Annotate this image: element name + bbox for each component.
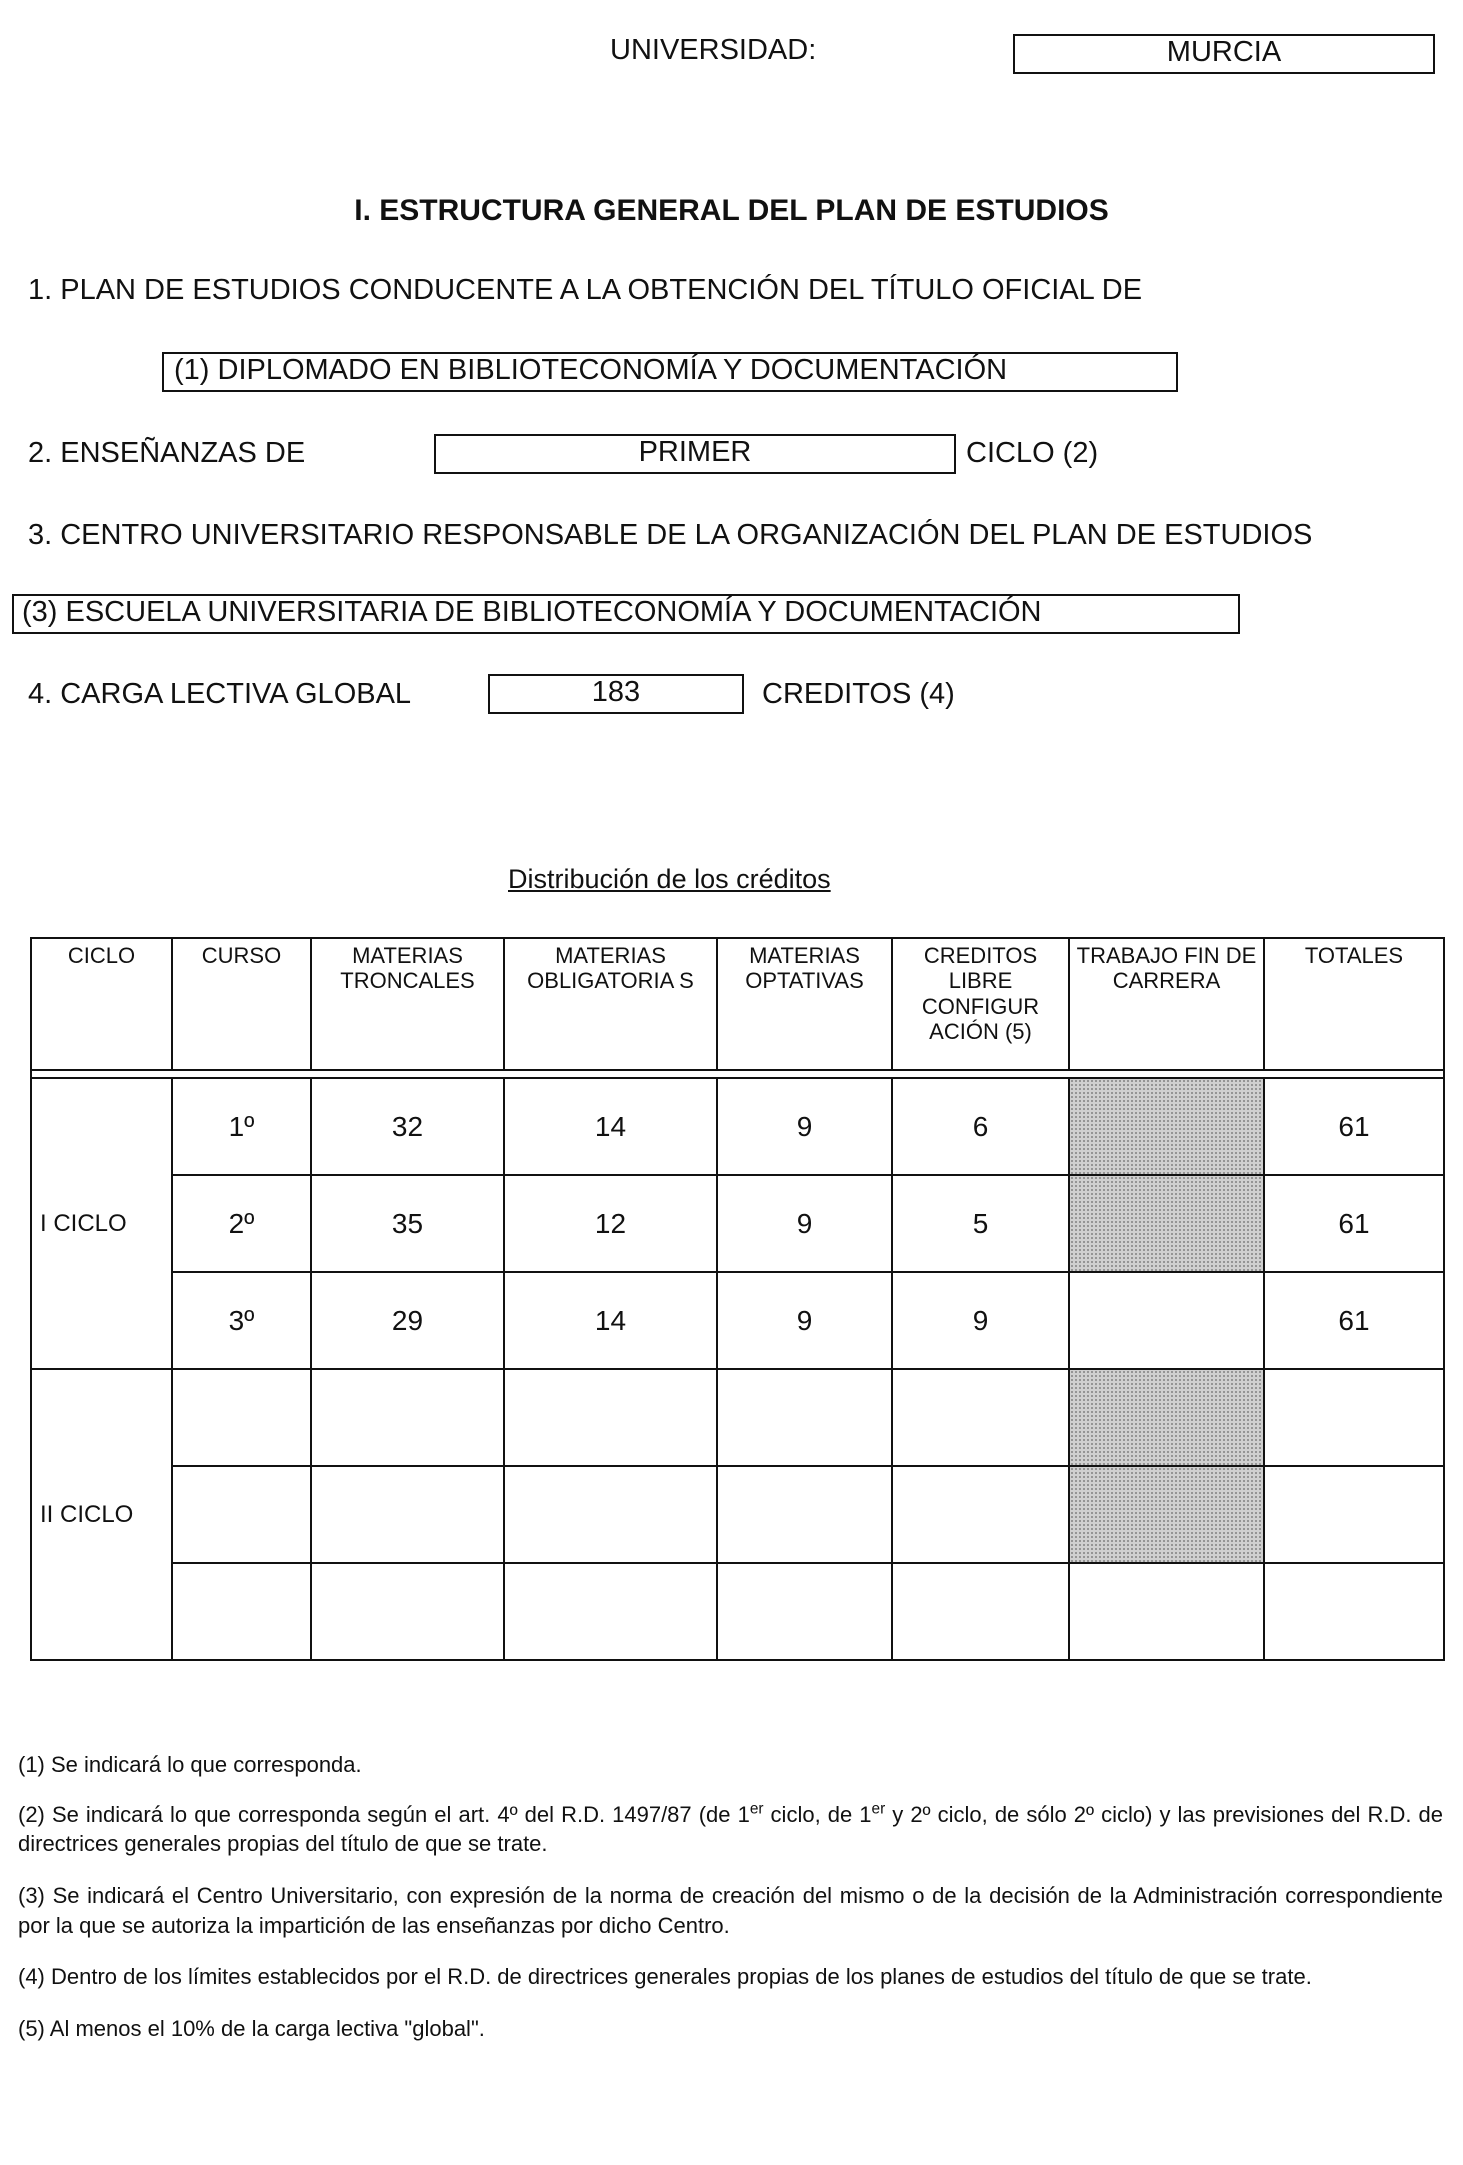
cell-trabajo-shaded: [1069, 1078, 1264, 1175]
header-ciclo: CICLO: [31, 938, 172, 1070]
cell-empty: [311, 1466, 504, 1563]
header-obligatorias: MATERIAS OBLIGATORIA S: [504, 938, 717, 1070]
table-row: [31, 1272, 1444, 1369]
cell-libre: 9: [892, 1272, 1069, 1369]
item4-suffix: CREDITOS (4): [762, 678, 955, 710]
table-spacer-cell: [31, 1070, 1444, 1078]
cell-empty: [1264, 1369, 1444, 1466]
header-libre-configuracion: CREDITOS LIBRE CONFIGUR ACIÓN (5): [892, 938, 1069, 1070]
item1-value-box: (1) DIPLOMADO EN BIBLIOTECONOMÍA Y DOCUMENTACIÓN: [162, 352, 1178, 392]
cell-curso: 2º: [172, 1175, 311, 1272]
cell-obligatorias: 14: [504, 1272, 717, 1369]
footnote-5: (5) Al menos el 10% de la carga lectiva "global".: [18, 2016, 485, 2042]
header-troncales: MATERIAS TRONCALES: [311, 938, 504, 1070]
cell-troncales: 32: [311, 1078, 504, 1175]
footnotes: [18, 1750, 1443, 2044]
item3-value-box: (3) ESCUELA UNIVERSITARIA DE BIBLIOTECONOMÍA Y DOCUMENTACIÓN: [12, 594, 1240, 634]
cell-optativas: 9: [717, 1175, 892, 1272]
cell-totales: 61: [1264, 1272, 1444, 1369]
item1-label: 1. PLAN DE ESTUDIOS CONDUCENTE A LA OBTENCIÓN DEL TÍTULO OFICIAL DE: [28, 274, 1143, 306]
cell-curso: 3º: [172, 1272, 311, 1369]
cell-curso: 1º: [172, 1078, 311, 1175]
universidad-value-box: MURCIA: [1013, 34, 1435, 74]
cell-empty: [311, 1563, 504, 1660]
footnote-2-sup-2: er: [871, 1800, 886, 1818]
cell-empty: [892, 1563, 1069, 1660]
item2-suffix: CICLO (2): [966, 437, 1099, 469]
cell-empty: [892, 1466, 1069, 1563]
universidad-label: UNIVERSIDAD:: [610, 34, 817, 66]
cell-libre: 6: [892, 1078, 1069, 1175]
cell-empty: [172, 1466, 311, 1563]
cell-totales: 61: [1264, 1078, 1444, 1175]
cell-empty: [717, 1369, 892, 1466]
cell-empty: [504, 1563, 717, 1660]
cell-optativas: 9: [717, 1272, 892, 1369]
cell-totales: 61: [1264, 1175, 1444, 1272]
cell-libre: 5: [892, 1175, 1069, 1272]
item3-label: 3. CENTRO UNIVERSITARIO RESPONSABLE DE LA ORGANIZACIÓN DEL PLAN DE ESTUDIOS: [28, 519, 1313, 551]
cell-empty: [1264, 1563, 1444, 1660]
table-row: [31, 1369, 1444, 1466]
cell-optativas: 9: [717, 1078, 892, 1175]
footnote-1: (1) Se indicará lo que corresponda.: [18, 1752, 362, 1777]
cell-empty: [1069, 1563, 1264, 1660]
footnote-3: (3) Se indicará el Centro Universitario, con expresión de la norma de creación del mismo o de la decisión de la Administración correspondiente por la que se autoriza la impartición de las enseñanzas por dicho Centro.: [18, 1883, 1443, 1938]
cell-empty: [311, 1369, 504, 1466]
cell-trabajo-shaded: [1069, 1175, 1264, 1272]
header-curso: CURSO: [172, 938, 311, 1070]
cell-empty: [717, 1563, 892, 1660]
cell-trabajo-shaded: [1069, 1369, 1264, 1466]
ciclo-i-cell: I CICLO: [31, 1078, 172, 1369]
table-row: [31, 1563, 1444, 1660]
cell-empty: [504, 1466, 717, 1563]
cell-trabajo-shaded: [1069, 1466, 1264, 1563]
cell-trabajo: [1069, 1272, 1264, 1369]
item2-value-box: PRIMER: [434, 434, 956, 474]
cell-empty: [717, 1466, 892, 1563]
footnote-2-part-b: ciclo, de 1: [763, 1801, 872, 1827]
cell-empty: [1264, 1466, 1444, 1563]
cell-troncales: 29: [311, 1272, 504, 1369]
credits-table: [30, 937, 1445, 1661]
ciclo-ii-cell: II CICLO: [31, 1369, 172, 1660]
cell-obligatorias: 12: [504, 1175, 717, 1272]
table-caption: Distribución de los créditos: [508, 864, 831, 894]
item4-value-box: 183: [488, 674, 744, 714]
header-optativas: MATERIAS OPTATIVAS: [717, 938, 892, 1070]
footnote-2-sup-1: er: [749, 1800, 764, 1818]
cell-troncales: 35: [311, 1175, 504, 1272]
footnote-4: (4) Dentro de los límites establecidos por el R.D. de directrices generales propias de los planes de estudios del título de que se trate.: [18, 1964, 1312, 1990]
table-row: [31, 1078, 1444, 1175]
table-row: [31, 1466, 1444, 1563]
header-trabajo-fin-carrera: TRABAJO FIN DE CARRERA: [1069, 938, 1264, 1070]
table-spacer-row: [31, 1070, 1444, 1078]
cell-empty: [892, 1369, 1069, 1466]
cell-empty: [504, 1369, 717, 1466]
section-title: I. ESTRUCTURA GENERAL DEL PLAN DE ESTUDIOS: [354, 194, 1109, 227]
cell-obligatorias: 14: [504, 1078, 717, 1175]
item2-label: 2. ENSEÑANZAS DE: [28, 437, 306, 469]
table-row: [31, 1175, 1444, 1272]
item4-label: 4. CARGA LECTIVA GLOBAL: [28, 678, 412, 710]
header-totales: TOTALES: [1264, 938, 1444, 1070]
cell-empty: [172, 1563, 311, 1660]
footnote-2-part-a: (2) Se indicará lo que corresponda según el art. 4º del R.D. 1497/87 (de 1: [18, 1801, 750, 1827]
cell-empty: [172, 1369, 311, 1466]
footnote-2-part-c: y 2º ciclo, de sólo 2º ciclo) y las previsiones del R.D. de directrices generales propias del título de que se trate.: [18, 1801, 1444, 1857]
footnote-2: [18, 1800, 1443, 1859]
table-header-row: [31, 938, 1444, 1070]
